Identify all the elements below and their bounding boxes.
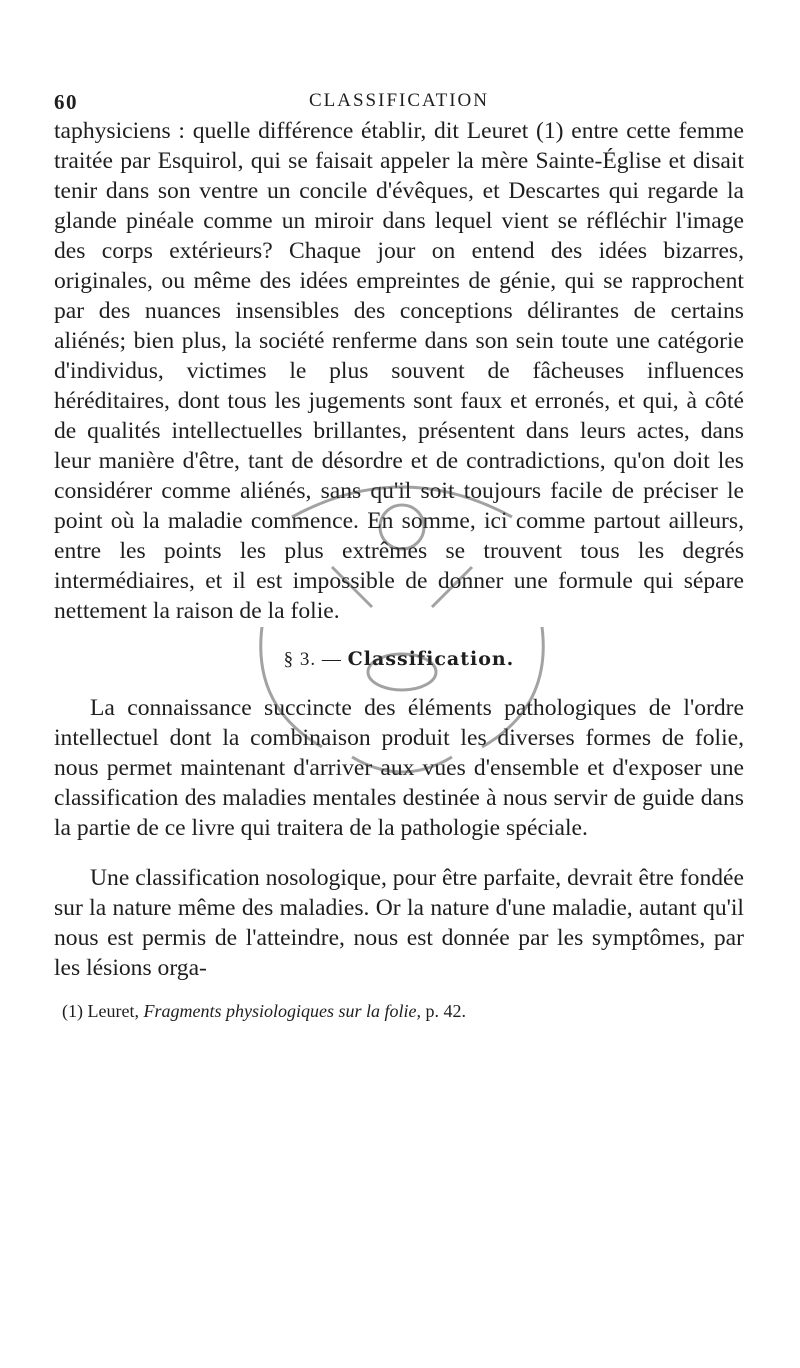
page-number: 60 — [54, 90, 78, 114]
section-marker: § 3. — — [283, 649, 342, 670]
section-heading — [54, 648, 744, 671]
footnote-page: p. 42. — [425, 1001, 466, 1021]
footnote — [54, 999, 744, 1023]
footnote-marker: (1) Leuret, — [62, 1001, 139, 1021]
running-head — [54, 90, 744, 120]
paragraph-1: taphysiciens : quelle différence établir, dit Leuret (1) entre cette femme traitée par Esquirol, qui se faisait appeler la mère Sainte-Église et disait tenir dans son ventre un concile d'évêques, et Descartes qui regarde la glande pinéale comme un miroir dans lequel vient se réfléchir l'image des corps extérieurs? Chaque jour on entend des idées bizarres, originales, ou même des idées empreintes de génie, qui se rapprochent par des nuances insensibles des conceptions délirantes de certains aliénés; bien plus, la société renferme dans son sein toute une catégorie d'individus, victimes le plus souvent de fâcheuses influences héréditaires, dont tous les jugements sont faux et erronés, et qui, à côté de qualités intellectuelles brillantes, présentent dans leurs actes, dans leur manière d'être, tant de désordre et de contradictions, qu'on doit les considérer comme aliénés, sans qu'il soit toujours facile de préciser le point où la maladie commence. En somme, ici comme partout ailleurs, entre les points les plus extrêmes se trouvent tous les degrés intermédiaires, et il est impossible de donner une formule qui sépare nettement la raison de la folie. — [54, 118, 744, 624]
running-title: CLASSIFICATION — [308, 90, 490, 111]
footnote-title: Fragments physiologiques sur la folie, — [143, 1001, 421, 1021]
section-title: Classification. — [347, 648, 515, 670]
paragraph-3: Une classification nosologique, pour être parfaite, devrait être fondée sur la nature même des maladies. Or la nature d'une maladie, autant qu'il nous est permis de l'atteindre, nous est donnée par les symptômes, par les lésions orga- — [54, 865, 744, 981]
book-page — [54, 90, 744, 1023]
paragraph-2: La connaissance succincte des éléments pathologiques de l'ordre intellectuel dont la combinaison produit les diverses formes de folie, nous permet maintenant d'arriver aux vues d'ensemble et d'exposer une classification des maladies mentales destinée à nous servir de guide dans la partie de ce livre qui traitera de la pathologie spéciale. — [54, 695, 744, 841]
